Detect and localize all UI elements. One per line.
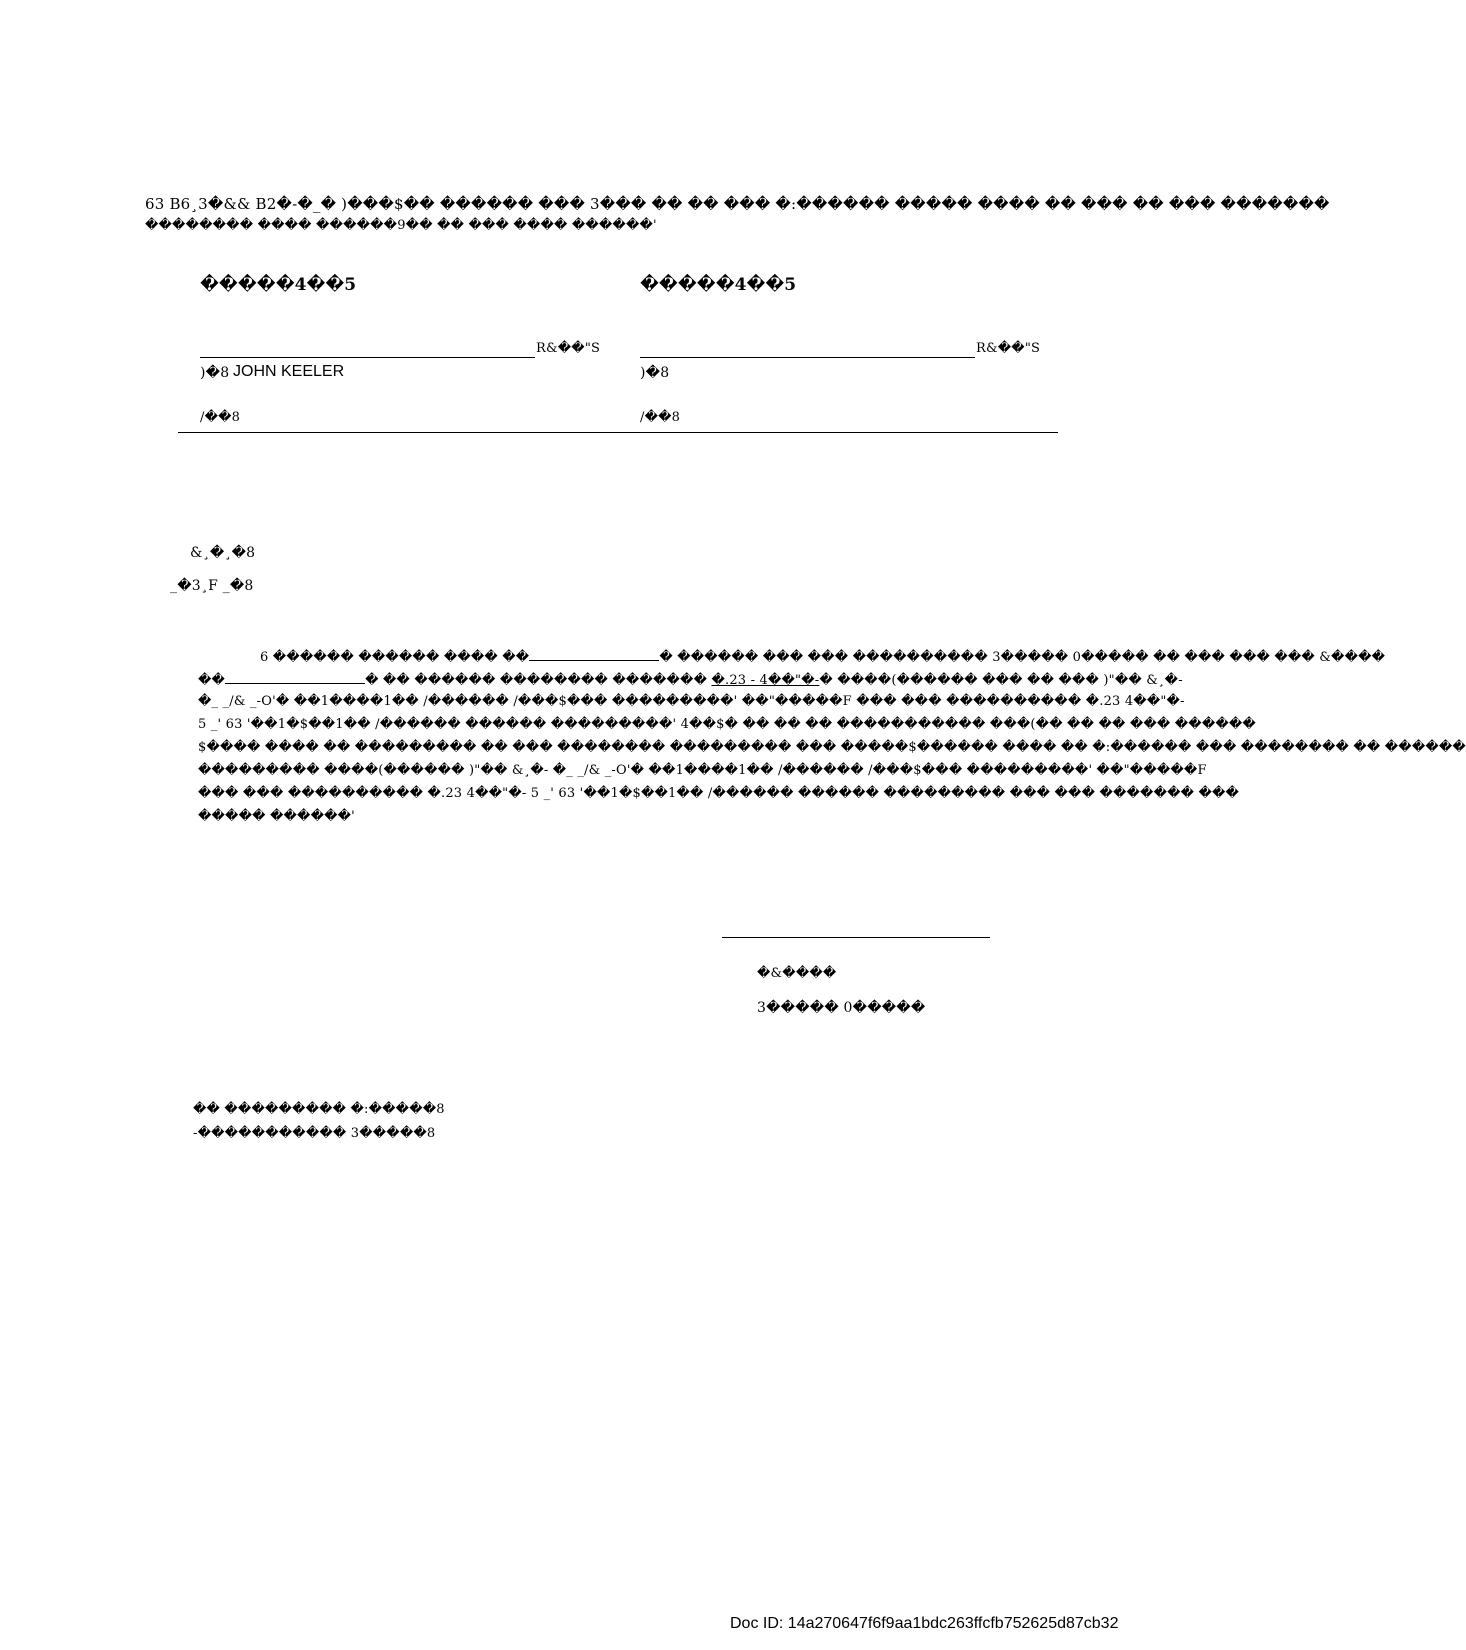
left-signature-heading: �����4��5 [200,275,357,295]
right-signature-heading: �����4��5 [640,275,797,295]
state-label: &¸�¸�8 [190,545,256,561]
notary-signature-line [722,937,990,938]
left-by-label: )�8 [200,365,230,381]
doc-id: Doc ID: 14a270647f6f9aa1bdc263ffcfb752625d87cb32 [730,1615,1119,1632]
para-2-mid: � �� ������ �������� ������� [365,673,712,688]
notary-para-line-5: $���� ���� �� ��������� �� ��� �������� ��������� ��� �����$������ ���� �� �:������ ��� �������� �� ������ [198,740,1466,755]
commission-line-2: -����������� 3�����8 [193,1126,436,1141]
notary-para-line-7: ��� ��� ���������� �.23 4��"�- 5 _' 63 '��1�$��1�� /������ ������ ��������� ��� ��� ������� ��� [198,786,1240,801]
commission-line-1: �� ��������� �:�����8 [193,1102,445,1117]
county-label: _�3¸F _�8 [170,578,254,594]
para-1-post: � ������ ��� ��� ���������� 3����� 0����� �� ��� ��� ��� &���� [659,650,1386,665]
right-date-label: /��8 [640,410,681,425]
para-2-post: � ����(������ ��� �� ��� )"�� &¸�- [819,673,1183,688]
notary-sign-label: �&���� [757,966,837,981]
notary-para-line-1 [260,648,1385,665]
notary-para-line-2 [198,671,1183,688]
signature-divider [178,432,1058,433]
left-date-label: /��8 [200,410,241,425]
header-line-1: 63 B6¸3�&& B2�-�_� )���$�� ������ ��� 3��� �� �� ��� �:������ ����� ���� �� ��� �� ��� ������� [145,195,1330,213]
notary-sign-title: 3����� 0����� [757,1000,926,1016]
notary-para-line-3: �_ _/& _-O'� ��1����1�� /������ /���$��� ���������' ��"�����F ��� ��� ���������� �.23 4��"�- [198,694,1185,709]
left-signature-tag: R&��"S [536,341,601,356]
para-1-pre: 6 ������ ������ ���� �� [260,650,530,665]
para-2-pre: �� [198,673,226,688]
notary-para-line-6: ��������� ����(������ )"�� &¸�- �_ _/& _-O'� ��1����1�� /������ /���$��� ���������' ��"�����F [198,763,1207,778]
notary-para-line-4: 5 _' 63 '��1�$��1�� /������ ������ ���������' 4��$� �� �� �� ����������� ���(�� �� �� ��� ������ [198,717,1256,732]
para-2-underlined: �.23 - 4��"�- [711,673,820,688]
date-blank-2 [225,671,365,684]
left-signature-line [200,357,535,358]
right-by-label: )�8 [640,365,670,381]
date-blank-1 [529,648,659,661]
right-signature-line [640,357,975,358]
notary-para-line-8: ����� ������' [198,809,355,824]
header-line-2: �������� ���� ������9�� �� ��� ���� ������' [145,218,657,233]
right-signature-tag: R&��"S [976,341,1041,356]
left-signer-name: JOHN KEELER [233,363,345,380]
